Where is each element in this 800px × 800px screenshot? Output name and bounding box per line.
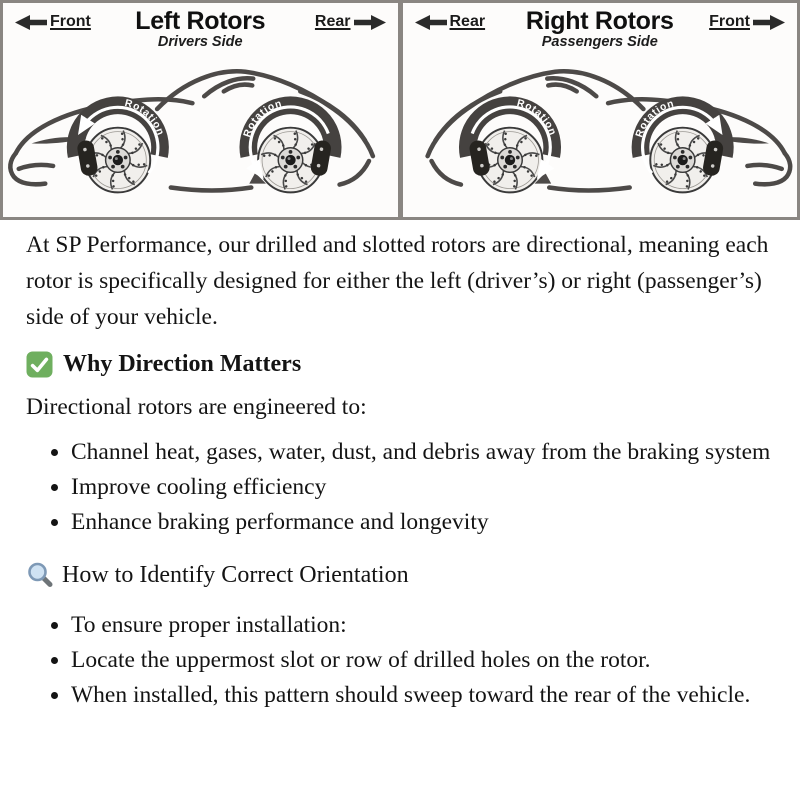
rotation-label-rear-right: Rotation	[515, 98, 558, 138]
check-mark-emoji-icon	[26, 351, 53, 378]
rear-direction-left-panel	[315, 13, 386, 31]
list-item: • Channel heat, gases, water, dust, and debris away from the braking system	[71, 435, 772, 470]
rotation-label-rear-left: Rotation	[242, 98, 284, 139]
right-panel-title: Right Rotors	[525, 7, 674, 35]
left-panel-title: Left Rotors	[135, 7, 266, 35]
front-direction-left-panel	[15, 13, 91, 31]
car-illustration-right	[403, 59, 798, 214]
list-item: • To ensure proper installation:	[71, 608, 772, 643]
intro-paragraph: At SP Performance, our drilled and slotted rotors are directional, meaning each rotor is specifically designed for either the left (driver’s) or right (passenger’s) side of your vehicle.	[26, 232, 769, 330]
left-rotors-panel	[3, 3, 398, 217]
list-item: • Enhance braking performance and longevity	[71, 505, 772, 540]
heading-text: How to Identify Correct Orientation	[62, 561, 409, 588]
rear-arrow-left-icon	[415, 15, 447, 30]
left-panel-header	[3, 3, 398, 59]
right-rotors-panel	[403, 3, 798, 217]
front-direction-right-panel	[709, 13, 785, 31]
engineered-to-lead: Directional rotors are engineered to:	[26, 394, 367, 420]
rotation-label-front-right: Rotation	[633, 98, 676, 139]
rear-direction-right-panel	[415, 13, 486, 31]
front-label: Front	[50, 13, 91, 30]
orientation-steps-list	[26, 608, 772, 713]
rotor-direction-diagram	[0, 0, 800, 220]
heading-identify-orientation	[26, 558, 772, 592]
article-body	[0, 220, 800, 713]
list-item: • Improve cooling efficiency	[71, 470, 772, 505]
rear-label: Rear	[449, 13, 486, 30]
right-panel-subtitle: Passengers Side	[541, 34, 658, 51]
front-arrow-right-icon	[753, 15, 785, 30]
heading-text: Why Direction Matters	[63, 350, 302, 377]
front-label: Front	[709, 13, 750, 30]
rotation-label-front-left: Rotation	[123, 98, 166, 138]
benefits-list	[26, 435, 772, 540]
rear-label: Rear	[314, 13, 351, 30]
right-panel-header	[403, 3, 798, 59]
magnifying-glass-emoji-icon	[26, 561, 54, 589]
left-panel-subtitle: Drivers Side	[157, 34, 243, 51]
list-item: • When installed, this pattern should sweep toward the rear of the vehicle.	[71, 678, 772, 713]
car-illustration-left	[3, 59, 398, 214]
front-arrow-left-icon	[15, 15, 47, 30]
heading-why-direction-matters	[26, 347, 772, 381]
list-item: • Locate the uppermost slot or row of drilled holes on the rotor.	[71, 643, 772, 678]
rear-arrow-right-icon	[354, 15, 386, 30]
